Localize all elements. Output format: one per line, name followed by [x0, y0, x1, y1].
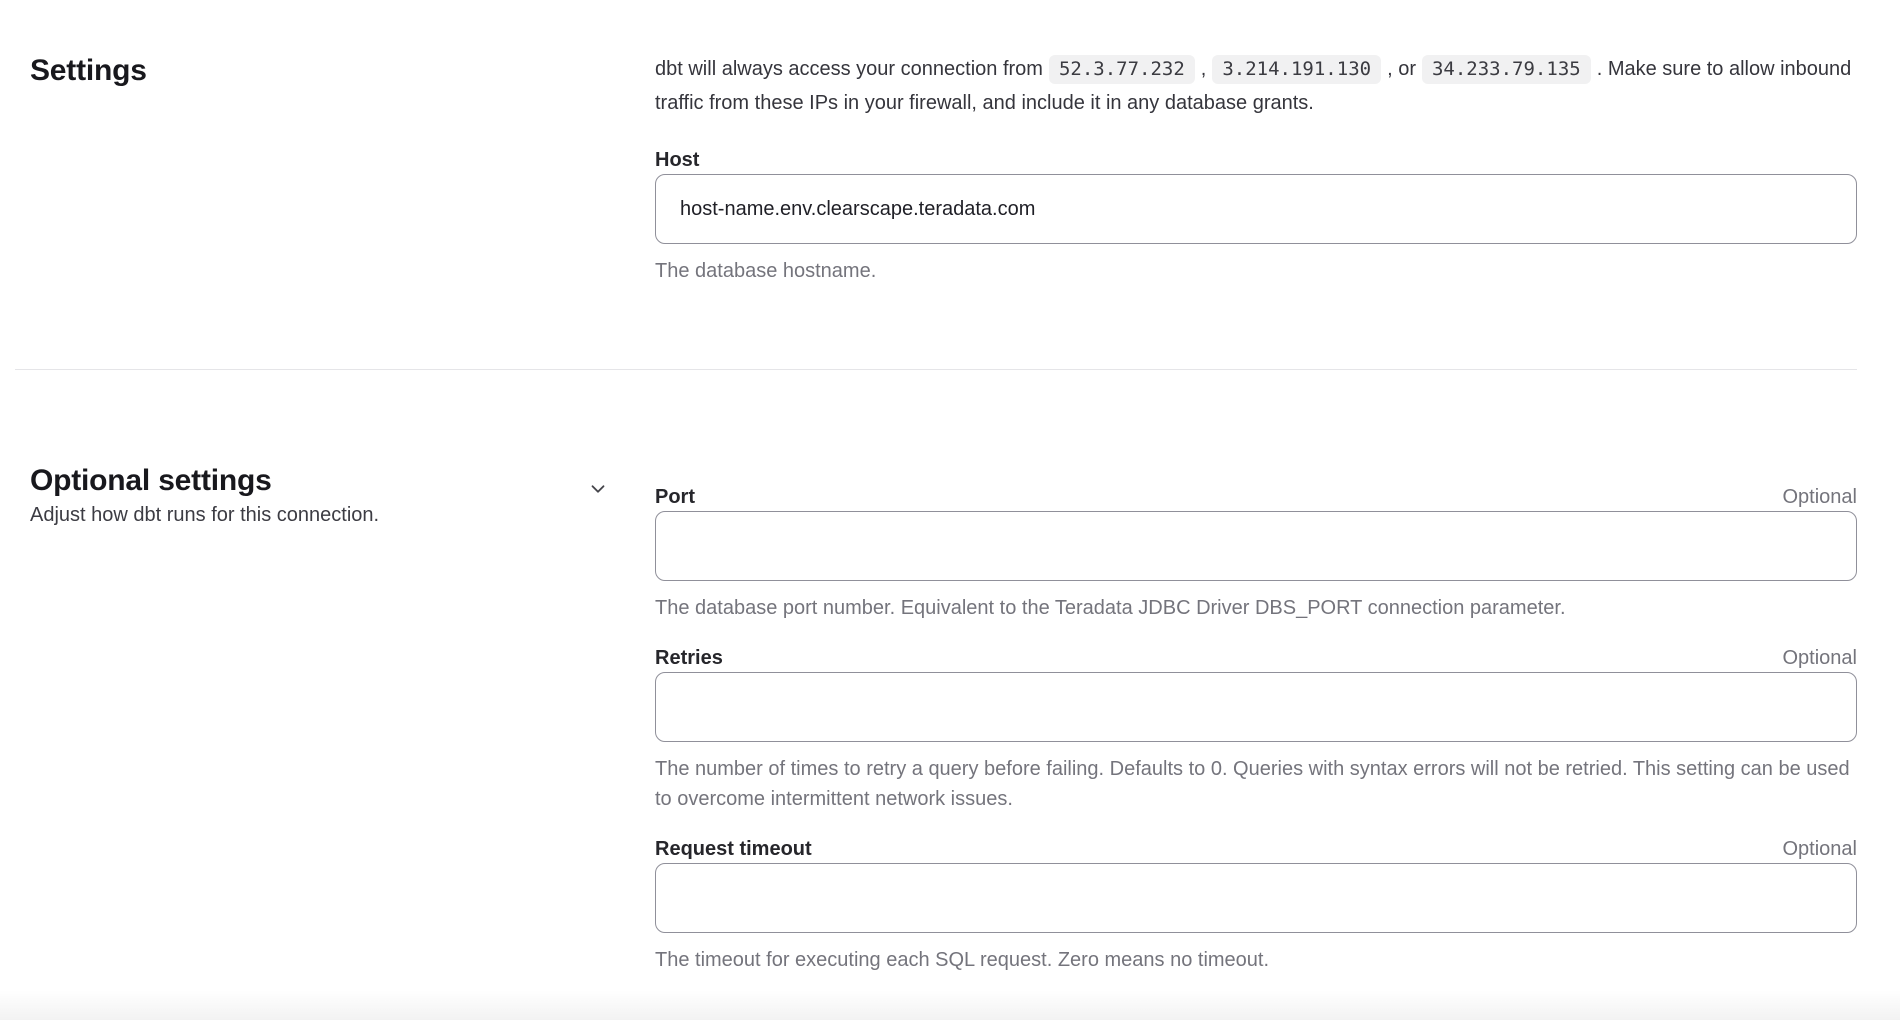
retries-field-group — [655, 646, 1857, 814]
optional-settings-left — [0, 462, 655, 975]
request-timeout-help-text: The timeout for executing each SQL request. Zero means no timeout. — [655, 949, 1270, 971]
port-help-text: The database port number. Equivalent to the Teradata JDBC Driver DBS_PORT connection parameter. — [655, 597, 1566, 619]
ip-allowlist-note — [655, 52, 1857, 120]
request-timeout-label: Request timeout — [655, 838, 812, 860]
optional-settings-subtitle: Adjust how dbt runs for this connection. — [30, 504, 380, 526]
host-input[interactable] — [655, 174, 1857, 244]
request-timeout-optional-tag: Optional — [1782, 838, 1857, 860]
optional-settings-heading-block — [30, 462, 379, 530]
optional-settings-section — [0, 370, 1900, 975]
retries-label: Retries — [655, 647, 723, 669]
host-label-row — [655, 148, 1857, 172]
settings-section — [0, 0, 1900, 286]
host-label: Host — [655, 149, 700, 171]
settings-section-left — [0, 52, 655, 286]
ip-note-text-1: dbt will always access your connection from — [655, 58, 1043, 80]
retries-label-row — [655, 646, 1857, 670]
retries-optional-tag: Optional — [1782, 647, 1857, 669]
ip-address-chip-1: 52.3.77.232 — [1049, 55, 1195, 84]
port-label-row — [655, 485, 1857, 509]
host-help-text: The database hostname. — [655, 260, 877, 282]
ip-note-text-2: . Make sure to allow inbound traffic from these IPs in your firewall, and include it in any database grants. — [655, 58, 1852, 114]
settings-section-right — [655, 52, 1857, 286]
retries-input[interactable] — [655, 672, 1857, 742]
bottom-scroll-fade — [0, 990, 1900, 1020]
ip-note-sep-2: , or — [1387, 58, 1416, 80]
request-timeout-input[interactable] — [655, 863, 1857, 933]
port-optional-tag: Optional — [1782, 486, 1857, 508]
port-label: Port — [655, 486, 695, 508]
optional-settings-title: Optional settings — [30, 464, 272, 497]
ip-address-chip-2: 3.214.191.130 — [1212, 55, 1381, 84]
ip-note-sep-1: , — [1200, 58, 1207, 80]
chevron-down-icon — [587, 488, 609, 503]
port-field-group — [655, 485, 1857, 623]
settings-title: Settings — [30, 54, 147, 87]
optional-settings-right — [655, 462, 1857, 975]
retries-help-text: The number of times to retry a query before failing. Defaults to 0. Queries with syntax errors will not be retried. This setting can be used to overcome intermittent network issues. — [655, 758, 1850, 810]
port-input[interactable] — [655, 511, 1857, 581]
collapse-section-button[interactable] — [583, 474, 613, 504]
request-timeout-label-row — [655, 837, 1857, 861]
ip-address-chip-3: 34.233.79.135 — [1422, 55, 1591, 84]
host-field-group — [655, 148, 1857, 286]
request-timeout-field-group — [655, 837, 1857, 975]
